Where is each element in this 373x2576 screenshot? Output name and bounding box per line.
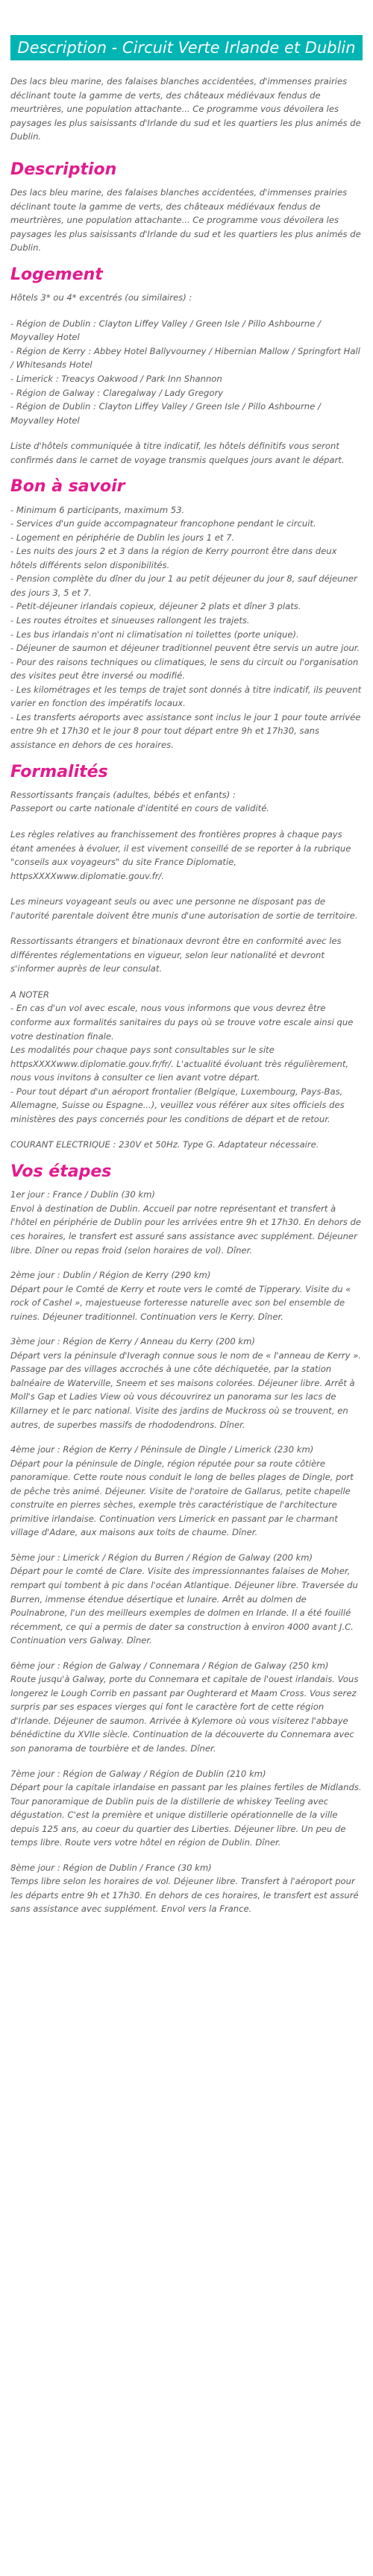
itinerary-day — [10, 1659, 363, 1756]
itinerary-day — [10, 1335, 363, 1432]
itinerary-day — [10, 1551, 363, 1648]
logement-line: - Région de Kerry : Abbey Hotel Ballyvourney / Hibernian Mallow / Springfort Hall / Whitesands Hotel — [10, 345, 360, 371]
list-item: - Pour des raisons techniques ou climatiques, le sens du circuit ou l'organisation des visites peut être inversé ou modifié. — [10, 656, 359, 681]
formalites-line: Les modalités pour chaque pays sont consultables sur le site httpsXXXXwww.diplomatie.gouv.fr/fr/. L'actualité évoluant très régulièrement, nous vous invitons à consulter ce lien avant votre départ. — [10, 1045, 349, 1083]
itinerary-day — [10, 1188, 363, 1257]
itinerary — [10, 1188, 363, 1916]
formalites-line: Ressortissants français (adultes, bébés et enfants) : — [10, 789, 236, 800]
logement-line: - Région de Dublin : Clayton Liffey Valley / Green Isle / Pillo Ashbourne / Moyvalley Hotel — [10, 318, 321, 343]
formalites-line: Les mineurs voyageant seuls ou avec une personne ne disposant pas de l'autorité parentale doivent être munis d'une autorisation de sortie de territoire. — [10, 896, 358, 921]
list-item: - Minimum 6 participants, maximum 53. — [10, 504, 185, 515]
day-heading: 6ème jour : Région de Galway / Connemara / Région de Galway (250 km) — [10, 1660, 329, 1671]
page — [0, 35, 373, 1942]
section-title-bon-a-savoir: Bon à savoir — [10, 477, 125, 497]
logement-subtitle: Hôtels 3* ou 4* excentrés (ou similaires) : — [10, 292, 192, 303]
logement-line: - Limerick : Treacys Oakwood / Park Inn Shannon — [10, 373, 222, 384]
list-item: - Pension complète du dîner du jour 1 au petit déjeuner du jour 8, sauf déjeuner des jours 3, 5 et 7. — [10, 573, 357, 598]
day-heading: 5ème jour : Limerick / Région du Burren / Région de Galway (200 km) — [10, 1552, 313, 1563]
formalites-line: A NOTER — [10, 989, 49, 1000]
day-text: Route jusqu'à Galway, porte du Connemara et capitale de l'ouest irlandais. Vous longerez le Lough Corrib en passant par Oughterard et Maam Cross. Vous serez surpris par ses espaces vierges qui font le caractère fort de cette région d'Irlande. Déjeuner de saumon. Arrivée à Kylemore où vous visiterez l'abbaye bénédictine du XVIIe siècle. Continuation de la découverte du Connemara avec son panorama de tourbière et de landes. Dîner. — [10, 1674, 359, 1754]
list-item: - Les nuits des jours 2 et 3 dans la région de Kerry pourront être dans deux hôtels différents selon disponibilités. — [10, 546, 337, 570]
day-text: Départ pour le comté de Clare. Visite des impressionnantes falaises de Moher, rempart qui tombent à pic dans l'océan Atlantique. Déjeuner libre. Traversée du Burren, immense étendue désertique et lunaire. Arrêt au dolmen de Poulnabrone, l'un des meilleurs exemples de dolmen en Irlande. Il a été fouillé récemment, ce qui a permis de dater sa construction à environ 4000 avant J.C. Continuation vers Galway. Dîner. — [10, 1566, 358, 1646]
itinerary-day — [10, 1443, 363, 1540]
logement-note: Liste d'hôtels communiquée à titre indicatif, les hôtels définitifs vous seront confirmés dans le carnet de voyage transmis quelques jours avant le départ. — [10, 441, 345, 465]
list-item: - Les routes étroites et sinueuses rallongent les trajets. — [10, 615, 250, 626]
day-heading: 2ème jour : Dublin / Région de Kerry (290 km) — [10, 1270, 211, 1281]
list-item: - Petit-déjeuner irlandais copieux, déjeuner 2 plats et dîner 3 plats. — [10, 601, 301, 612]
day-text: Départ pour la péninsule de Dingle, région réputée pour sa route côtière panoramique. Cette route nous conduit le long de belles plages de Dingle, port de pêche très animé. Déjeuner. Visite de l'oratoire de Gallarus, petite chapelle construite en pierres sèches, exemple très caractéristique de l'architecture primitive irlandaise. Continuation vers Limerick en passant par le charmant village d'Adare, aux maisons aux toits de chaume. Dîner. — [10, 1458, 354, 1538]
list-item: - Les bus irlandais n'ont ni climatisation ni toilettes (porte unique). — [10, 629, 299, 640]
description-text: Des lacs bleu marine, des falaises blanches accidentées, d'immenses prairies déclinant toute la gamme de verts, des châteaux médiévaux fendus de meurtrières, une population attachante... Ce programme vous dévoilera les paysages les plus saisissants d'Irlande du sud et les quartiers les plus animés de Dublin. — [10, 187, 361, 253]
formalites-line: Les règles relatives au franchissement des frontières propres à chaque pays étant amenées à évoluer, il est vivement conseillé de se reporter à la rubrique "conseils aux voyageurs" du site France Diplomatie, httpsXXXXwww.diplomatie.gouv.fr/. — [10, 828, 351, 881]
formalites-line: - Pour tout départ d'un aéroport frontalier (Belgique, Luxembourg, Pays-Bas, Allemagne, Suisse ou Espagne...), veuillez vous référer aux sites officiels des ministères des pays concernés pour les conditions de départ et de retour. — [10, 1086, 345, 1124]
section-title-description: Description — [10, 160, 117, 179]
day-text: Temps libre selon les horaires de vol. Déjeuner libre. Transfert à l'aéroport pour les départs entre 9h et 17h30. En dehors de ces horaires, le transfert est assuré sans assistance avec supplément. Envol vers la France. — [10, 1876, 359, 1915]
itinerary-day — [10, 1861, 363, 1916]
list-item: - Les kilométrages et les temps de trajet sont donnés à titre indicatif, ils peuvent varier en fonction des impératifs locaux. — [10, 684, 362, 709]
itinerary-day — [10, 1767, 363, 1850]
day-text: Départ pour le Comté de Kerry et route vers le comté de Tipperary. Visite du « rock of Cashel », majestueuse forteresse naturelle avec son bel ensemble de ruines. Déjeuner traditionnel. Continuation vers le Kerry. Dîner. — [10, 1283, 351, 1322]
bon-a-savoir-list — [10, 503, 363, 752]
formalites-line: COURANT ELECTRIQUE : 230V et 50Hz. Type G. Adaptateur nécessaire. — [10, 1139, 319, 1150]
day-heading: 7ème jour : Région de Galway / Région de Dublin (210 km) — [10, 1768, 266, 1779]
section-title-vos-etapes: Vos étapes — [10, 1162, 112, 1181]
formalites-block — [10, 788, 363, 1152]
itinerary-day — [10, 1268, 363, 1323]
list-item: - Déjeuner de saumon et déjeuner traditionnel peuvent être servis un autre jour. — [10, 643, 360, 654]
day-heading: 1er jour : France / Dublin (30 km) — [10, 1189, 155, 1200]
day-text: Envol à destination de Dublin. Accueil par notre représentant et transfert à l'hôtel en périphérie de Dublin pour les arrivées entre 9h et 17h30. En dehors de ces horaires, le transfert est assuré sans assistance avec supplément. Déjeuner libre. Dîner ou repas froid (selon horaires de vol). Dîner. — [10, 1203, 361, 1256]
day-heading: 8ème jour : Région de Dublin / France (30 km) — [10, 1862, 212, 1873]
formalites-line: Ressortissants étrangers et binationaux devront être en conformité avec les différentes réglementations en vigueur, selon leur nationalité et devront s'informer auprès de leur consulat. — [10, 936, 342, 974]
list-item: - Logement en périphérie de Dublin les jours 1 et 7. — [10, 532, 235, 543]
section-title-logement: Logement — [10, 265, 103, 284]
day-heading: 4ème jour : Région de Kerry / Péninsule de Dingle / Limerick (230 km) — [10, 1444, 314, 1455]
list-item: - Services d'un guide accompagnateur francophone pendant le circuit. — [10, 518, 316, 529]
logement-line: - Région de Galway : Claregalway / Lady Gregory — [10, 387, 224, 398]
page-banner-title: Description - Circuit Verte Irlande et Dublin — [10, 35, 363, 60]
logement-line: - Région de Dublin : Clayton Liffey Valley / Green Isle / Pillo Ashbourne / Moyvalley Hotel — [10, 401, 321, 426]
day-text: Départ pour la capitale irlandaise en passant par les plaines fertiles de Midlands. Tour panoramique de Dublin puis de la distillerie de whiskey Teeling avec dégustation. C'est la première et unique distillerie opérationnelle de la ville depuis 125 ans, au coeur du quartier des Liberties. Déjeuner libre. Un peu de temps libre. Route vers votre hôtel en région de Dublin. Dîner. — [10, 1782, 362, 1848]
day-text: Départ vers la péninsule d'Iveragh connue sous le nom de « l'anneau de Kerry ». Passage par des villages accrochés à une côte déchiquetée, par la station balnéaire de Waterville, Sneem et ses maisons colorées. Déjeuner libre. Arrêt à Moll's Gap et Ladies View où vous découvrirez un panorama sur les lacs de Killarney et le parc national. Visite des jardins de Muckross où se trouvent, en autres, de superbes massifs de rhododendrons. Dîner. — [10, 1350, 361, 1430]
intro-text: Des lacs bleu marine, des falaises blanches accidentées, d'immenses prairies déclinant toute la gamme de verts, des châteaux médiévaux fendus de meurtrières, une population attachante... Ce programme vous dévoilera les paysages les plus saisissants d'Irlande du sud et les quartiers les plus animés de Dublin. — [10, 76, 361, 142]
section-title-formalites: Formalités — [10, 762, 108, 781]
logement-block — [10, 291, 363, 467]
day-heading: 3ème jour : Région de Kerry / Anneau du Kerry (200 km) — [10, 1336, 255, 1347]
list-item: - Les transferts aéroports avec assistance sont inclus le jour 1 pour toute arrivée entre 9h et 17h30 et le jour 8 pour tout départ entre 9h et 17h30, sans assistance en dehors de ces horaires. — [10, 711, 361, 750]
formalites-line: - En cas d'un vol avec escale, nous vous informons que vous devrez être conforme aux formalités sanitaires du pays où se trouve votre escale ainsi que votre destination finale. — [10, 1003, 354, 1042]
formalites-line: Passeport ou carte nationale d'identité en cours de validité. — [10, 803, 270, 814]
